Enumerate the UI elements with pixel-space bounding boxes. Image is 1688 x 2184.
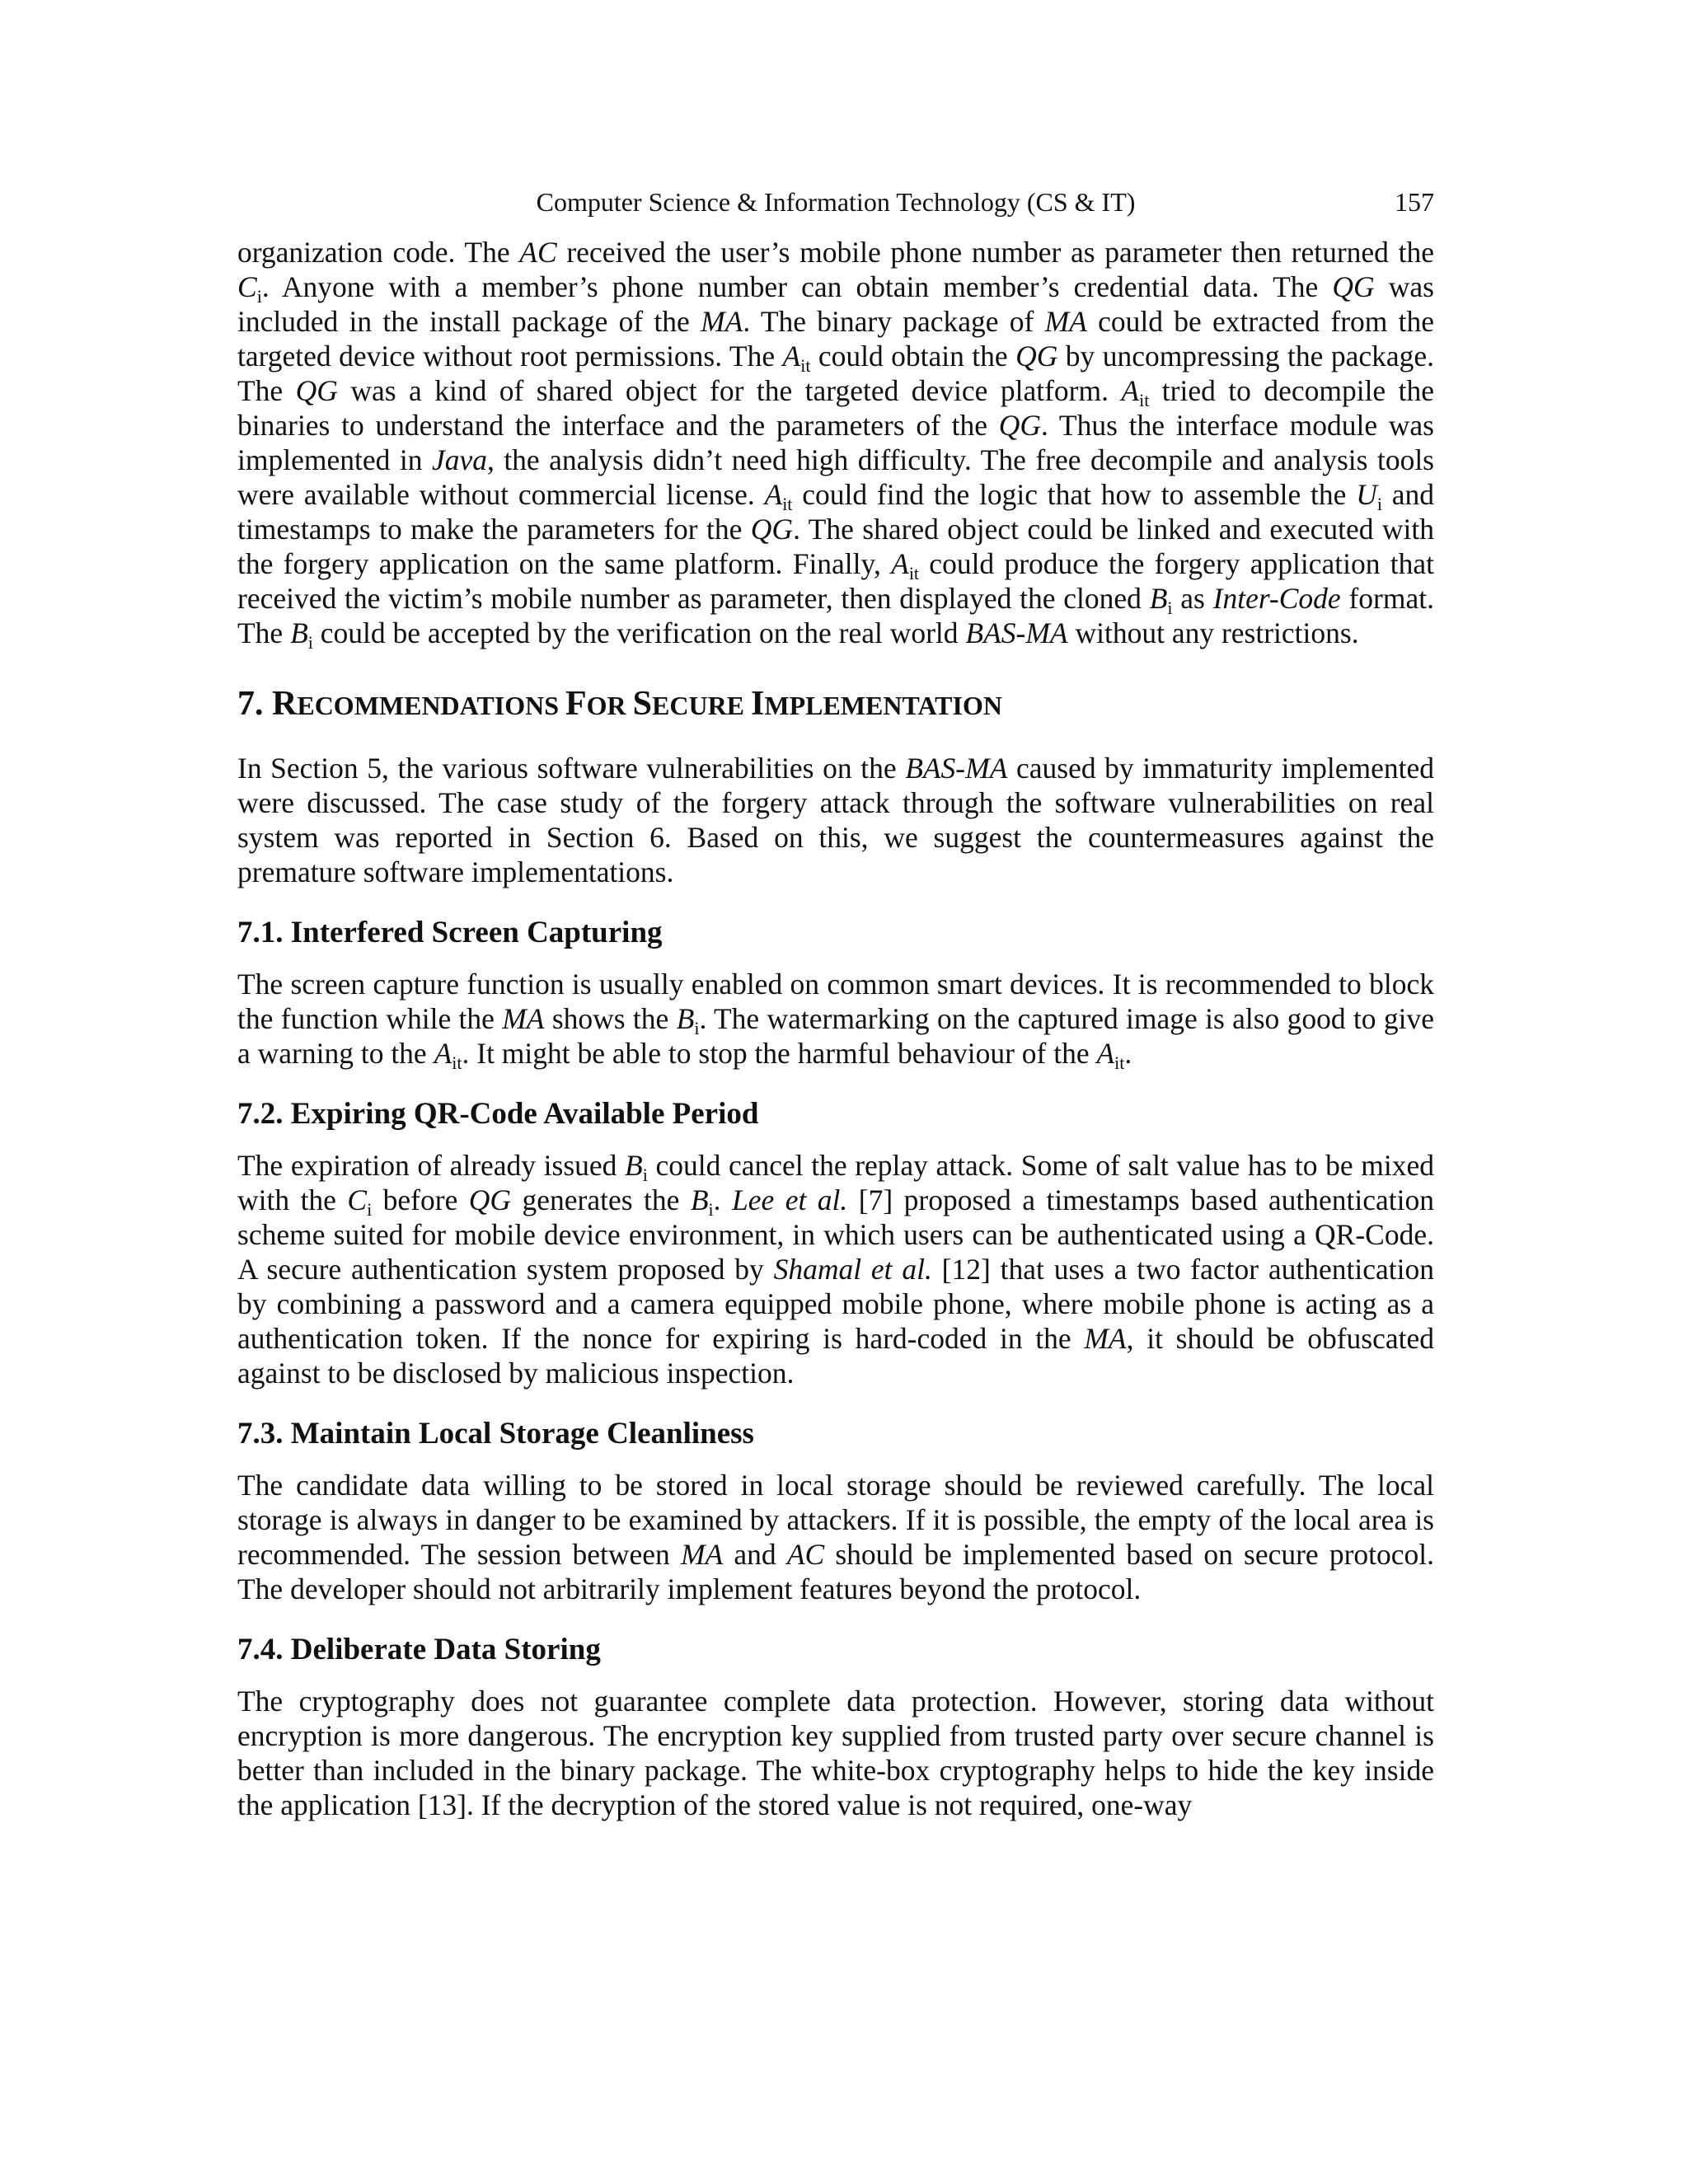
section-7-2-paragraph: The expiration of already issued $B_i$ could cancel the replay attack. Some of salt value has to be mixed with the $C_i$ before QG generates the $B_i$. Lee et al. [7] proposed a timestamps based authentication scheme suited for mobile device environment, in which users can be authenticated using a QR-Code. A secure authentication system proposed by Shamal et al. [12] that uses a two factor authentication by combining a password and a camera equipped mobile phone, where mobile phone is acting as a authentication token. If the nonce for expiring is hard-coded in the MA, it should be obfuscated against to be disclosed by malicious inspection. [237,1149,1434,1390]
journal-title: Computer Science & Information Technology (CS & IT) [536,187,1136,217]
section-7-3-heading: 7.3. Maintain Local Storage Cleanliness [237,1417,754,1451]
page-number: 157 [1395,187,1434,217]
intro-paragraph: organization code. The AC received the user’s mobile phone number as parameter then returned the $C_i$. Anyone with a member’s phone number can obtain member’s credential data. The QG was included in the install package of the MA. The binary package of MA could be extracted from the targeted device without root permissions. The $A_{it}$ could obtain the QG by uncompressing the package. The QG was a kind of shared object for the targeted device platform. $A_{it}$ tried to decompile the binaries to understand the interface and the parameters of the QG. Thus the interface module was implemented in Java, the analysis didn’t need high difficulty. The free decompile and analysis tools were available without commercial license. $A_{it}$ could find the logic that how to assemble the $U_i$ and timestamps to make the parameters for the QG. The shared object could be linked and executed with the forgery application on the same platform. Finally, $A_{it}$ could produce the forgery application that received the victim’s mobile number as parameter, then displayed the cloned $B_i$ as Inter-Code format. The $B_i$ could be accepted by the verification on the real world BAS-MA without any restrictions. [237,236,1435,654]
section-7-1-paragraph: The screen capture function is usually enabled on common smart devices. It is recommended to block the function while the MA shows the $B_i$. The watermarking on the captured image is also good to give a warning to the $A_{it}$. It might be able to stop the harmful behaviour of the $A_{it}$. [237,968,1435,1074]
section-7-1-heading: 7.1. Interfered Screen Capturing [237,916,663,949]
section-7-heading: 7. RECOMMENDATIONS FOR SECURE IMPLEMENTATION [237,685,1002,723]
section-7-4-paragraph: The cryptography does not guarantee complete data protection. However, storing data without encryption is more dangerous. The encryption key supplied from trusted party over secure channel is better than included in the binary package. The white-box cryptography helps to hide the key inside the application [13]. If the decryption of the stored value is not required, one-way [237,1685,1434,1821]
section-7-3-paragraph: The candidate data willing to be stored in local storage should be reviewed carefully. The local storage is always in danger to be examined by attackers. If it is possible, the empty of the local area is recommended. The session between MA and AC should be implemented based on secure protocol. The developer should not arbitrarily implement features beyond the protocol. [237,1469,1434,1605]
section-7-4-heading: 7.4. Deliberate Data Storing [237,1633,601,1666]
running-header [237,183,1434,221]
page-body [237,235,1434,1822]
section-7-2-heading: 7.2. Expiring QR-Code Available Period [237,1097,759,1131]
section-7-paragraph: In Section 5, the various software vulnerabilities on the BAS-MA caused by immaturity implemented were discussed. The case study of the forgery attack through the software vulnerabilities on real system was reported in Section 6. Based on this, we suggest the countermeasures against the premature software implementations. [237,752,1434,888]
